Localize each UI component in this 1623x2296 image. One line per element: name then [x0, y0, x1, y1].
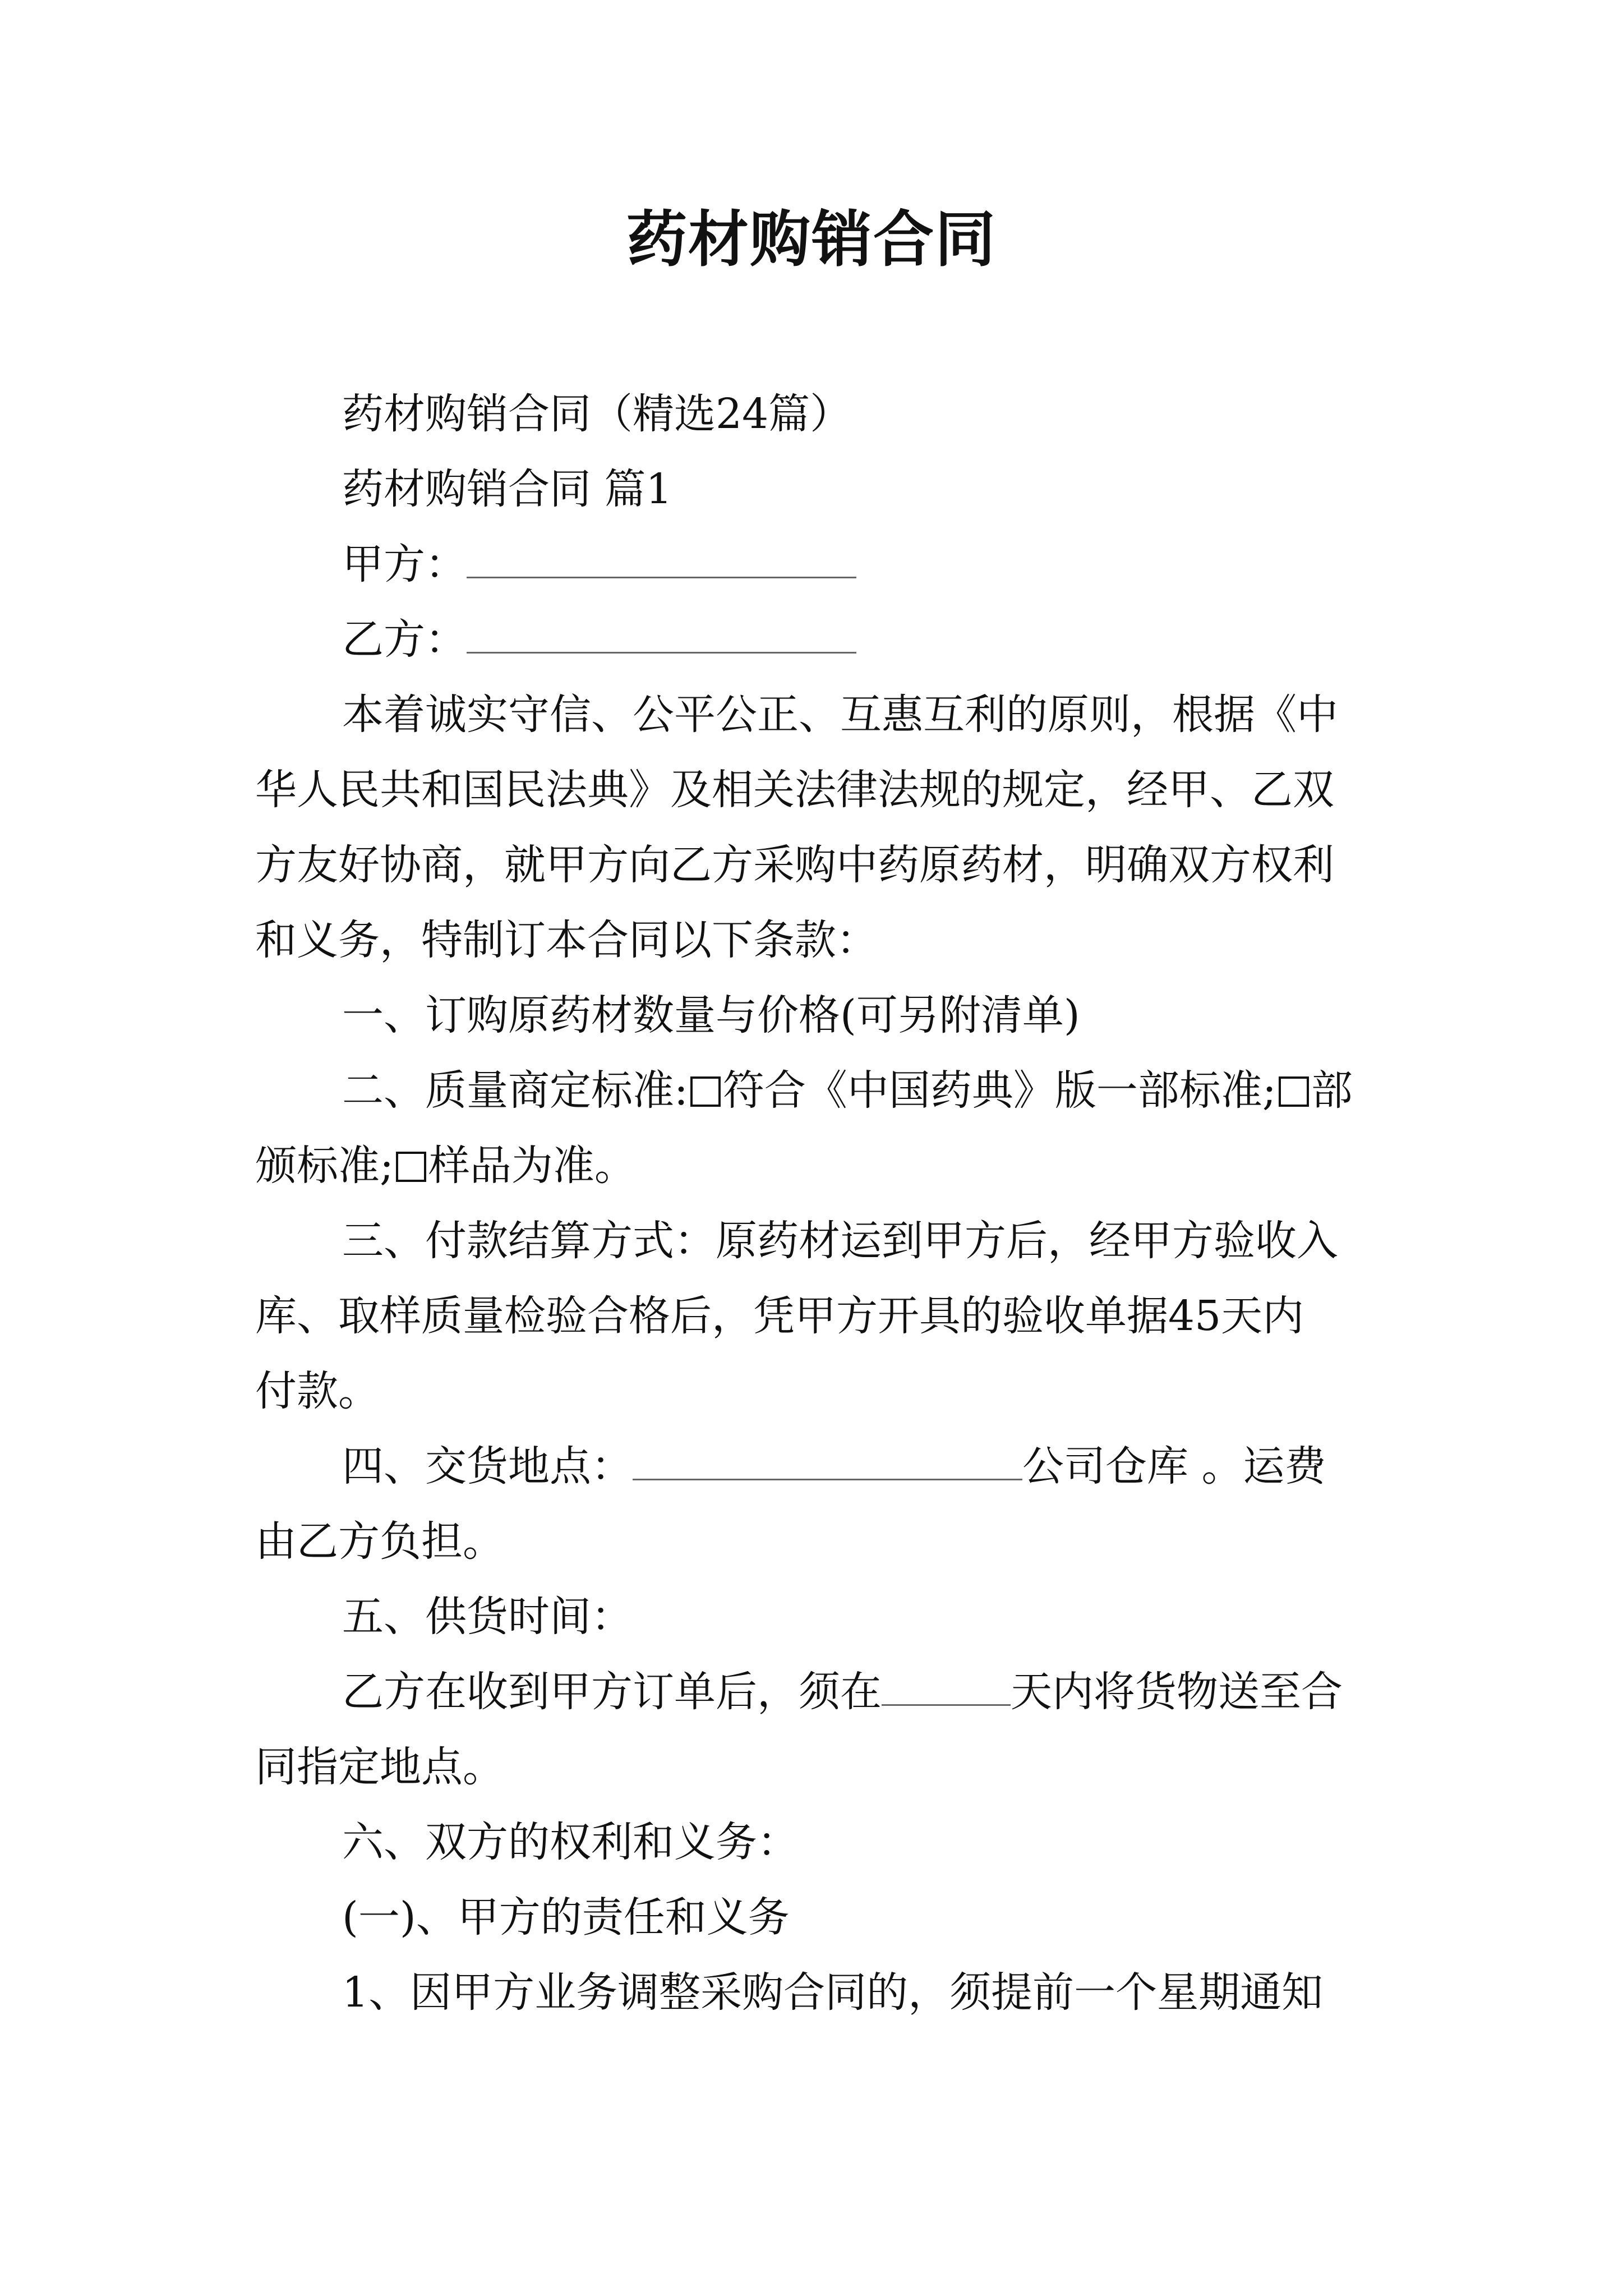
clause-2-prefix: 二、质量商定标准:: [342, 1066, 688, 1115]
clause-5-line-1: [342, 1664, 1394, 1720]
clause-2-line-1: [342, 1062, 1394, 1119]
clause-3-line-2: 库、取样质量检验合格后，凭甲方开具的验收单据45天内: [255, 1292, 1304, 1340]
delivery-days-blank: [882, 1671, 1011, 1706]
clause-2-option-2-end: 颁标准;: [255, 1142, 394, 1190]
intro-line-4: 和义务，特制订本合同以下条款：: [255, 916, 878, 964]
intro-line-1: 本着诚实守信、公平公正、互惠互利的原则，根据《中: [342, 691, 1338, 739]
document-subtitle: 药材购销合同（精选24篇）: [342, 390, 852, 438]
clause-5-prefix: 乙方在收到甲方订单后，须在: [342, 1668, 882, 1716]
party-b-line: [342, 611, 1394, 668]
party-a-label: 甲方：: [342, 540, 467, 588]
checkbox-sample-standard[interactable]: [396, 1152, 426, 1182]
clause-4-line-2: 由乙方负担。: [255, 1517, 504, 1566]
clause-6-item-1: 1、因甲方业务调整采购合同的，须提前一个星期通知: [342, 1968, 1324, 2017]
checkbox-pharmacopoeia[interactable]: [690, 1076, 721, 1107]
intro-line-3: 方友好协商，就甲方向乙方采购中药原药材，明确双方权利: [255, 841, 1334, 889]
clause-5-line-2: 同指定地点。: [255, 1743, 504, 1791]
clause-3-line-3: 付款。: [255, 1367, 380, 1415]
clause-5-suffix: 天内将货物送至合: [1011, 1668, 1343, 1716]
checkbox-ministry-standard[interactable]: [1279, 1076, 1309, 1107]
clause-6-heading: 六、双方的权利和义务：: [342, 1818, 799, 1866]
party-b-label: 乙方：: [342, 615, 467, 664]
section-heading: 药材购销合同 篇1: [342, 465, 672, 513]
clause-1: 一、订购原药材数量与价格(可另附清单): [342, 991, 1080, 1039]
document-title: 药材购销合同: [626, 204, 997, 275]
clause-4-suffix: 公司仓库 。运费: [1022, 1442, 1326, 1490]
party-a-line: [342, 536, 1394, 592]
intro-line-2: 华人民共和国民法典》及相关法律法规的规定，经甲、乙双: [255, 766, 1334, 814]
party-a-blank: [467, 543, 856, 578]
clause-3-line-1: 三、付款结算方式：原药材运到甲方后，经甲方验收入: [342, 1217, 1338, 1265]
clause-5-heading: 五、供货时间：: [342, 1593, 633, 1641]
clause-2-option-2-start: 部: [1311, 1066, 1353, 1115]
clause-2-option-3: 样品为准。: [428, 1142, 636, 1190]
clause-6-subheading-1: (一)、甲方的责任和义务: [342, 1893, 790, 1941]
clause-4-line-1: [342, 1438, 1394, 1494]
clause-2-line-2: [255, 1138, 1394, 1194]
clause-4-prefix: 四、交货地点：: [342, 1442, 633, 1490]
delivery-location-blank: [633, 1445, 1022, 1480]
clause-2-option-1: 符合《中国药典》版一部标准;: [722, 1066, 1276, 1115]
party-b-blank: [467, 618, 856, 654]
